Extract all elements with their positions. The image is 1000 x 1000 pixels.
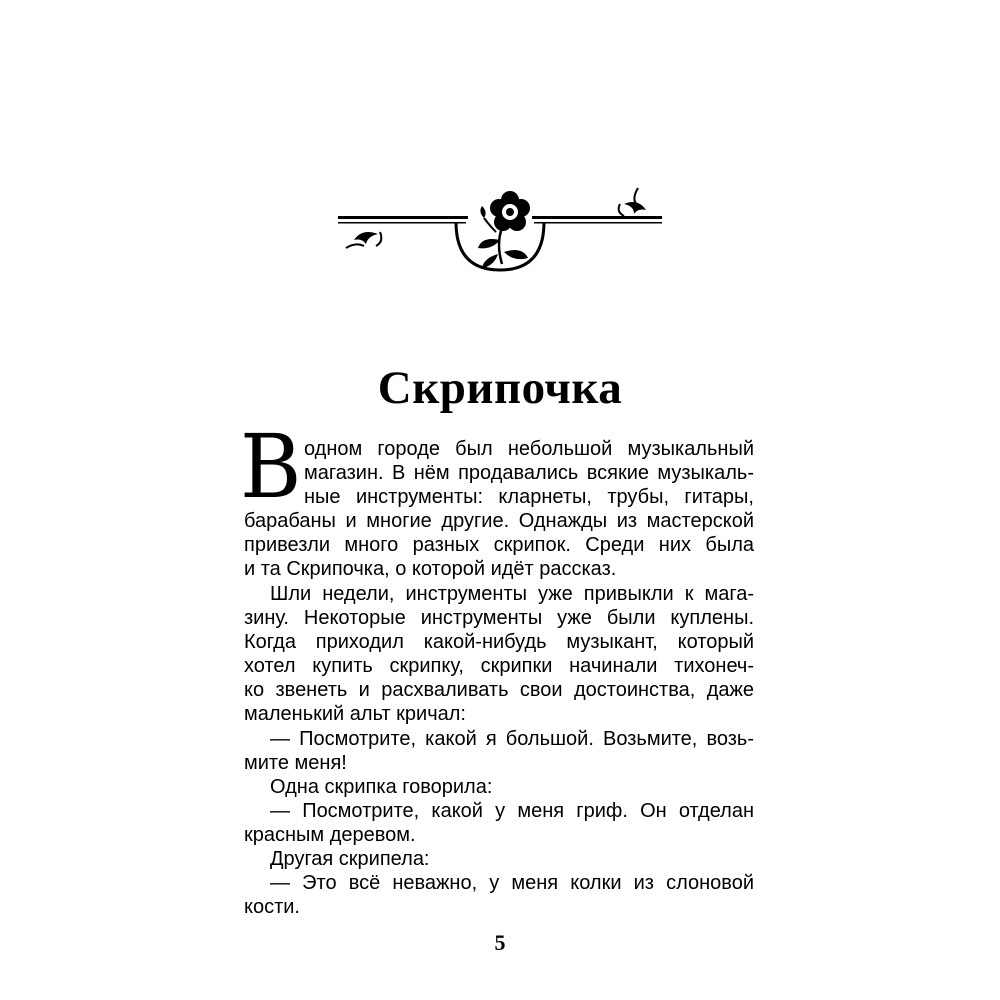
chapter-title: Скрипочка	[377, 362, 623, 414]
dialogue-line: кости.	[244, 896, 300, 918]
text-line: барабаны и многие другие. Однажды из мастерской	[244, 510, 754, 532]
text-line: маленький альт кричал:	[244, 703, 466, 725]
dialogue-line: — Это всё неважно, у меня колки из слоновой	[270, 872, 754, 894]
rose-vignette-icon	[332, 182, 668, 274]
text-line: одном городе был небольшой музыкальный	[304, 438, 754, 460]
text-line: привезли много разных скрипок. Среди них была	[244, 534, 754, 556]
dialogue-line: красным деревом.	[244, 824, 416, 846]
text-line: ко звенеть и расхваливать свои достоинства, даже	[244, 679, 754, 701]
dialogue-line: мите меня!	[244, 752, 347, 774]
dialogue-line: — Посмотрите, какой у меня гриф. Он отделан	[270, 800, 754, 822]
text-line: магазин. В нём продавались всякие музыкаль-	[304, 462, 754, 484]
text-line: Когда приходил какой-нибудь музыкант, который	[244, 631, 754, 653]
text-line: Шли недели, инструменты уже привыкли к мага-	[270, 583, 754, 605]
drop-cap: В	[240, 415, 302, 518]
dialogue-line: Одна скрипка говорила:	[270, 776, 493, 798]
text-line: ные инструменты: кларнеты, трубы, гитары,	[304, 486, 754, 508]
text-line: и та Скрипочка, о которой идёт рассказ.	[244, 558, 617, 580]
text-line: зину. Некоторые инструменты уже были куплены.	[244, 607, 754, 629]
dialogue-line: — Посмотрите, какой я большой. Возьмите, возь-	[270, 728, 754, 750]
text-line: хотел купить скрипку, скрипки начинали тихонеч-	[244, 655, 754, 677]
page-number: 5	[494, 930, 506, 955]
dialogue-line: Другая скрипела:	[270, 848, 430, 870]
